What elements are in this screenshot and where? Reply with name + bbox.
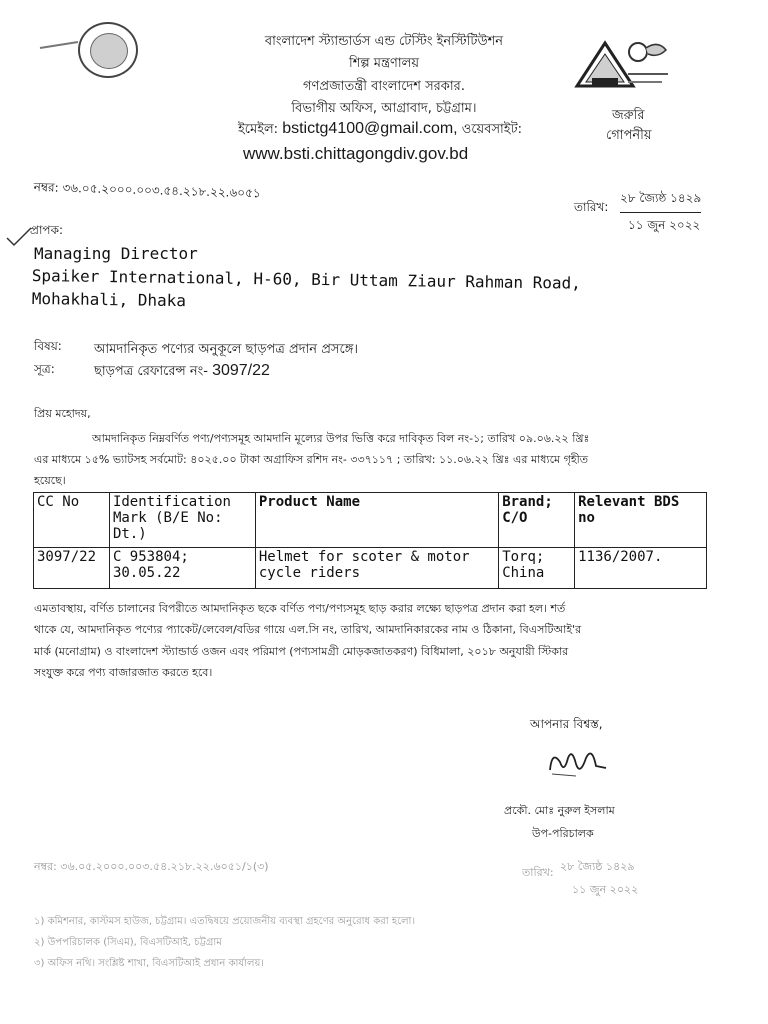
reference-number: 3097/22: [212, 362, 270, 379]
signatory-name: প্রকৌ. মোঃ নুরুল ইসলাম: [504, 804, 615, 817]
table-header-row: [34, 493, 707, 548]
email-label: ইমেইল:: [238, 122, 279, 137]
subject-text: আমদানিকৃত পণ্যের অনুকূলে ছাড়পত্র প্রদান প্রসঙ্গে।: [94, 342, 358, 357]
handwritten-signature: [546, 744, 610, 780]
para2-line4: সংযুক্ত করে পণ্য বাজারজাত করতে হবে।: [34, 666, 213, 679]
ministry-name: শিল্প মন্ত্রণালয়: [348, 56, 420, 71]
cell-product-name: Helmet for scoter & motor cycle riders: [255, 548, 498, 589]
cell-identification-mark: C 953804; 30.05.22: [109, 548, 255, 589]
header-brand: Brand; C/O: [499, 493, 575, 548]
memo-number-line: [33, 179, 260, 205]
recipient-label: প্রাপক:: [30, 223, 64, 237]
memo-number: ৩৬.০৫.২০০০.০০৩.৫৪.২১৮.২২.৬০৫১: [62, 180, 261, 201]
header-product-name: Product Name: [255, 493, 498, 548]
copy-recipient-3: ৩) অফিস নথি। সংশ্লিষ্ট শাখা, বিএসটিআই প্রধান কার্যালয়।: [34, 958, 264, 969]
reference-text: ছাড়পত্র রেফারেন্স নং-: [94, 364, 208, 379]
header-cc-no: CC No: [34, 493, 110, 548]
table-row: [34, 548, 707, 589]
cell-cc-no: 3097/22: [34, 548, 110, 589]
para2-line2: থাকে যে, আমদানিকৃত পণ্যের প্যাকেট/লেবেল/বডির গায়ে এল.সি নং, তারিখ, আমদানিকারকের নাম ও ঠিকানা, বিএসটিআই'র: [34, 623, 582, 636]
copy-recipient-1: ১) কমিশনার, কাস্টমস হাউজ, চট্টগ্রাম। এতদ্বিষয়ে প্রয়োজনীয় ব্যবস্থা গ্রহণের অনুরোধ করা হলো।: [34, 916, 416, 927]
reference-label: সূত্র:: [34, 362, 55, 376]
recipient-title: Managing Director: [34, 244, 198, 263]
copy-recipient-2: ২) উপপরিচালক (সিএম), বিএসটিআই, চট্টগ্রাম: [34, 937, 222, 948]
clearance-items-table: [33, 492, 707, 589]
para2-line3: মার্ক (মনোগ্রাম) ও বাংলাদেশ স্ট্যান্ডার্ড ওজন এবং পরিমাপ (পণ্যসামগ্রী মোড়কজাতকরণ) বিধিমালা, ২০১৮ অনুযায়ী স্টিকার: [34, 645, 569, 658]
reference-line: [94, 362, 270, 383]
para1-line2: এর মাধ্যমে ১৫% ভ্যাটসহ সর্বমোট: ৪০২৫.০০ টাকা অগ্রাফিস রশিদ নং- ৩৩৭১১৭ ; তারিখ: ১১.০৬.২২ খ্রিঃ এর মাধ্যমে গৃহীত: [34, 453, 589, 466]
website-url: www.bsti.chittagongdiv.gov.bd: [243, 144, 469, 163]
para2-line1: এমতাবস্থায়, বর্ণিত চালানের বিপরীতে আমদানিকৃত ছকে বর্ণিত পণ্য/পণ্যসমূহ ছাড় করার লক্ষ্যে ছাড়পত্র প্রদান করা হল। শর্ত: [34, 602, 566, 615]
subject-label: বিষয়:: [34, 339, 62, 353]
copy-memo-number: নম্বর: ৩৬.০৫.২০০০.০০৩.৫৪.২১৮.২২.৬০৫১/১(৩): [34, 860, 269, 873]
date-bangla: ২৮ জ্যৈষ্ঠ ১৪২৯: [620, 190, 701, 213]
date-label: তারিখ:: [574, 200, 609, 214]
salutation: প্রিয় মহোদয়,: [34, 407, 91, 420]
copy-date-bangla: ২৮ জ্যৈষ্ঠ ১৪২৯: [560, 860, 635, 873]
urgent-label: জরুরি: [612, 108, 645, 123]
copy-date-label: তারিখ:: [522, 866, 554, 879]
date-english: ১১ জুন ২০২২: [628, 218, 701, 232]
office-address: বিভাগীয় অফিস, আগ্রাবাদ, চট্টগ্রাম।: [291, 101, 477, 116]
para1-line3: হয়েছে।: [34, 474, 66, 487]
header-relevant-bds: Relevant BDS no: [575, 493, 707, 548]
email-line: [238, 120, 522, 141]
header-identification-mark: Identification Mark (B/E No: Dt.): [109, 493, 255, 548]
recipient-location: Mohakhali, Dhaka: [31, 289, 187, 311]
government-name: গণপ্রজাতন্ত্রী বাংলাদেশ সরকার.: [303, 79, 465, 94]
copy-date-english: ১১ জুন ২০২২: [572, 883, 639, 896]
org-name: বাংলাদেশ স্ট্যান্ডার্ডস এন্ড টেস্টিং ইনস্টিটিউশন: [264, 34, 504, 49]
email-address: bstictg4100@gmail.com,: [282, 120, 458, 137]
website-label: ওয়েবসাইট:: [461, 122, 523, 137]
cell-brand: Torq; China: [499, 548, 575, 589]
recipient-organization: Spaiker International, H-60, Bir Uttam Ziaur Rahman Road,: [31, 266, 582, 293]
signatory-designation: উপ-পরিচালক: [532, 827, 594, 840]
cell-relevant-bds: 1136/2007.: [575, 548, 707, 589]
memo-number-label: নম্বর:: [33, 179, 59, 195]
para1-line1: আমদানিকৃত নিম্নবর্ণিত পণ্য/পণ্যসমূহ আমদানি মূল্যের উপর ভিত্তি করে দাবিকৃত বিল নং-১; তারিখ ০৯.০৬.২২ খ্রিঃ: [92, 432, 590, 445]
confidential-label: গোপনীয়: [606, 128, 652, 143]
closing-line: আপনার বিশ্বস্ত,: [530, 717, 603, 731]
